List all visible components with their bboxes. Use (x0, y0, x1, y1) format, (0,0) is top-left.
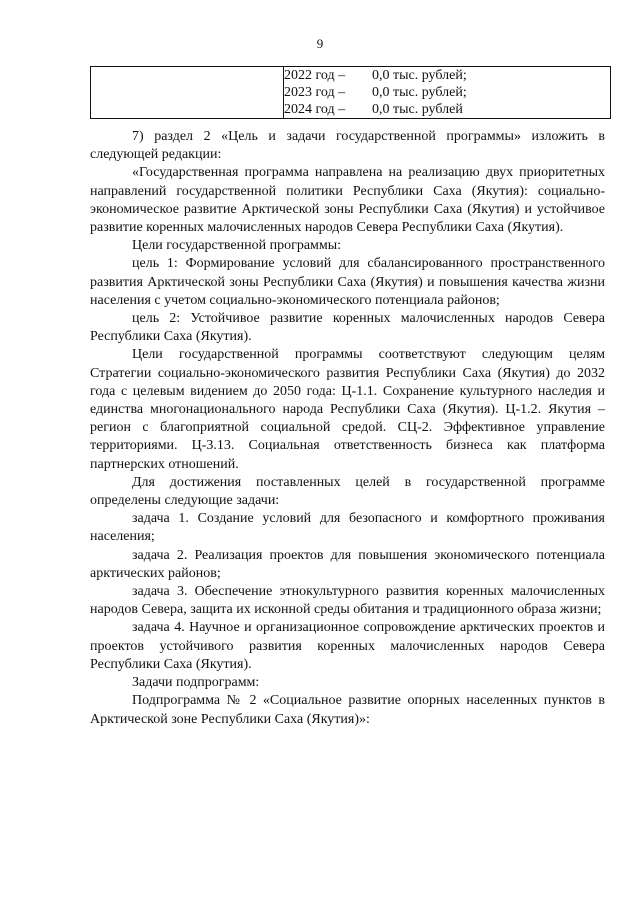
funding-row-2022 (284, 67, 610, 84)
funding-row-2024 (284, 101, 610, 118)
amount-value: 0,0 тыс. рублей; (372, 85, 467, 100)
paragraph-tasks-intro: Для достижения поставленных целей в государственной программе определены следующие задачи: (90, 474, 605, 509)
paragraph-subprogram-tasks: Задачи подпрограмм: (132, 675, 260, 691)
year-label: 2022 год – (284, 68, 346, 83)
year-label: 2023 год – (284, 85, 346, 100)
paragraph-goal-1: цель 1: Формирование условий для сбалансированного пространственного развития Арктической зоны Республики Саха (Якутия) и повышения качества жизни населения с учетом социально-экономического потенциала районов; (90, 256, 605, 308)
page-number: 9 (316, 36, 324, 51)
paragraph-task-3: задача 3. Обеспечение этнокультурного развития коренных малочисленных народов Севера, защита их исконной среды обитания и традиционного образа жизни; (90, 584, 605, 618)
table-cell-empty (91, 67, 284, 119)
paragraph-subprogram-2: Подпрограмма № 2 «Социальное развитие опорных населенных пунктов в Арктической зоне Республики Саха (Якутия)»: (90, 693, 605, 727)
funding-row-2023 (284, 84, 610, 101)
paragraph-program-intro: «Государственная программа направлена на реализацию двух приоритетных направлений государственной политики Республики Саха (Якутия): социально-экономическое развитие Арктической зоны Республики Саха (Якутия) и устойчивое развитие коренных малочисленных народов Севера Республики Саха (Якутия). (90, 165, 605, 236)
paragraph-goal-2: цель 2: Устойчивое развитие коренных малочисленных народов Севера Республики Саха (Якутия). (90, 311, 605, 345)
paragraph-task-4: задача 4. Научное и организационное сопровождение арктических проектов и проектов устойчивого развития коренных малочисленных народов Севера Республики Саха (Якутия). (90, 620, 605, 672)
paragraph-section-amendment: 7) раздел 2 «Цель и задачи государственной программы» изложить в следующей редакции: (90, 129, 605, 163)
table-row (91, 67, 611, 119)
amount-value: 0,0 тыс. рублей (372, 102, 463, 117)
paragraph-task-1: задача 1. Создание условий для безопасного и комфортного проживания населения; (90, 511, 605, 545)
table-cell-years (284, 67, 611, 119)
paragraph-goals-heading: Цели государственной программы: (132, 238, 342, 254)
body-text (90, 128, 605, 729)
paragraph-task-2: задача 2. Реализация проектов для повышения экономического потенциала арктических районов; (90, 547, 605, 581)
year-label: 2024 год – (284, 102, 346, 117)
paragraph-strategy-goals: Цели государственной программы соответствуют следующим целям Стратегии социально-экономического развития Республики Саха (Якутия) до 2032 года с целевым видением до 2050 года: Ц-1.1. Сохранение культурного наследия и единства многонационального народа Республики Саха (Якутия). Ц-1.2. Якутия – регион с благоприятной социальной средой. СЦ-2. Эффективное управление территориями. Ц-3.13. Социальная ответственность бизнеса как платформа партнерских отношений. (90, 347, 605, 472)
amount-value: 0,0 тыс. рублей; (372, 68, 467, 83)
funding-table (90, 66, 611, 119)
